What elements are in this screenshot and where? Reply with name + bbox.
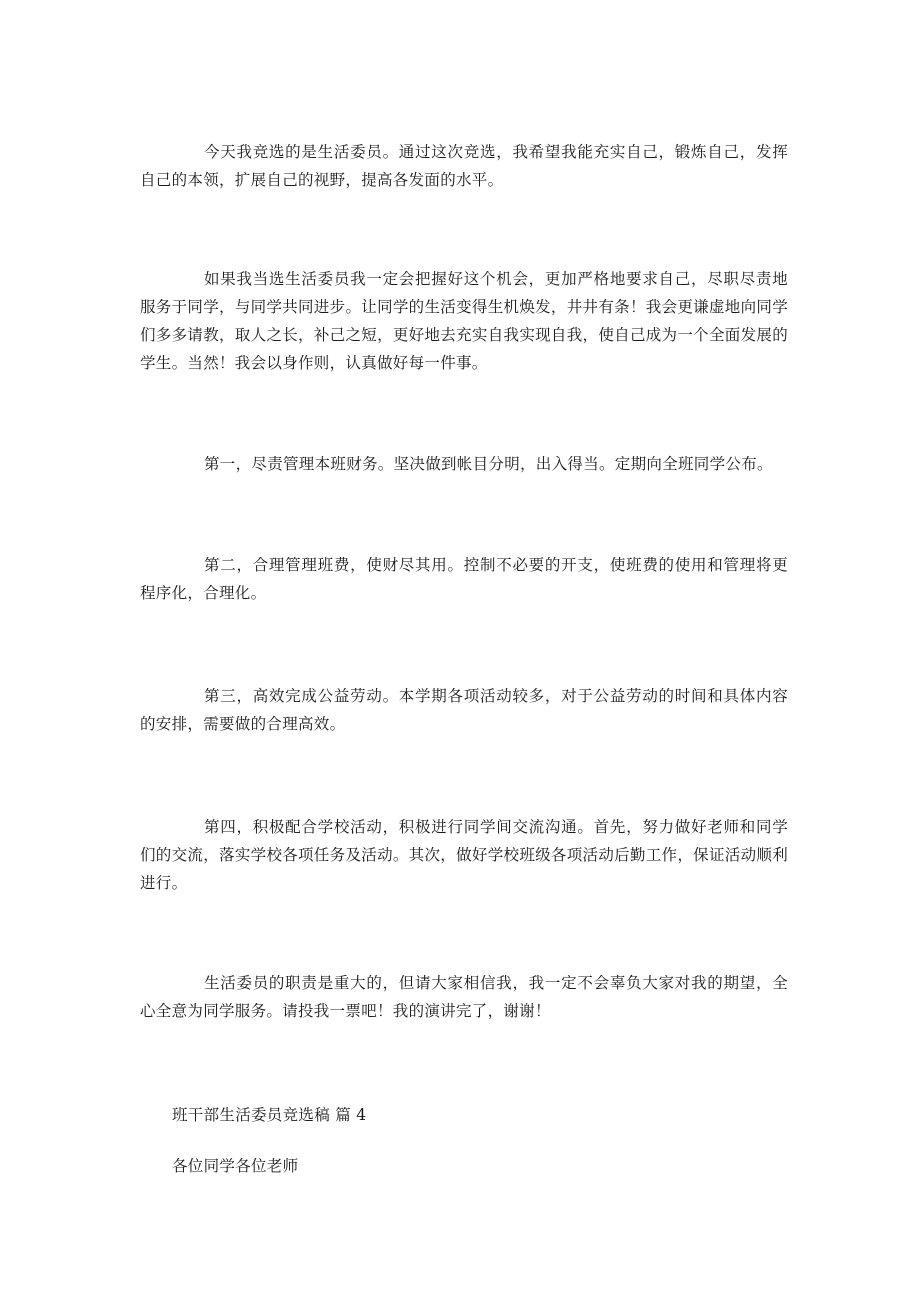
section-title: 班干部生活委员竞选稿 篇 4 (172, 1106, 367, 1124)
paragraph-intro: 今天我竞选的是生活委员。通过这次竞选，我希望我能充实自己，锻炼自己，发挥自己的本领，扩展自己的视野，提高各发面的水平。 (140, 143, 788, 189)
salutation: 各位同学各位老师 (172, 1157, 299, 1175)
paragraph-closing: 生活委员的职责是重大的，但请大家相信我，我一定不会辜负大家对我的期望，全心全意为同学服务。请投我一票吧！我的演讲完了，谢谢！ (140, 974, 788, 1020)
paragraph-point-three: 第三，高效完成公益劳动。本学期各项活动较多，对于公益劳动的时间和具体内容的安排，需要做的合理高效。 (140, 687, 788, 733)
paragraph-point-one: 第一，尽责管理本班财务。坚决做到帐目分明，出入得当。定期向全班同学公布。 (204, 455, 773, 473)
paragraph-point-four: 第四，积极配合学校活动，积极进行同学间交流沟通。首先，努力做好老师和同学们的交流，落实学校各项任务及活动。其次，做好学校班级各项活动后勤工作，保证活动顺利进行。 (140, 818, 788, 892)
paragraph-point-two: 第二，合理管理班费，使财尽其用。控制不必要的开支，使班费的使用和管理将更程序化，合理化。 (140, 556, 788, 602)
paragraph-commitment: 如果我当选生活委员我一定会把握好这个机会，更加严格地要求自己，尽职尽责地服务于同学，与同学共同进步。让同学的生活变得生机焕发，井井有条！我会更谦虚地向同学们多多请教，取人之长，补己之短，更好地去充实自我实现自我，使自己成为一个全面发展的学生。当然！我会以身作则，认真做好每一件事。 (140, 270, 788, 372)
